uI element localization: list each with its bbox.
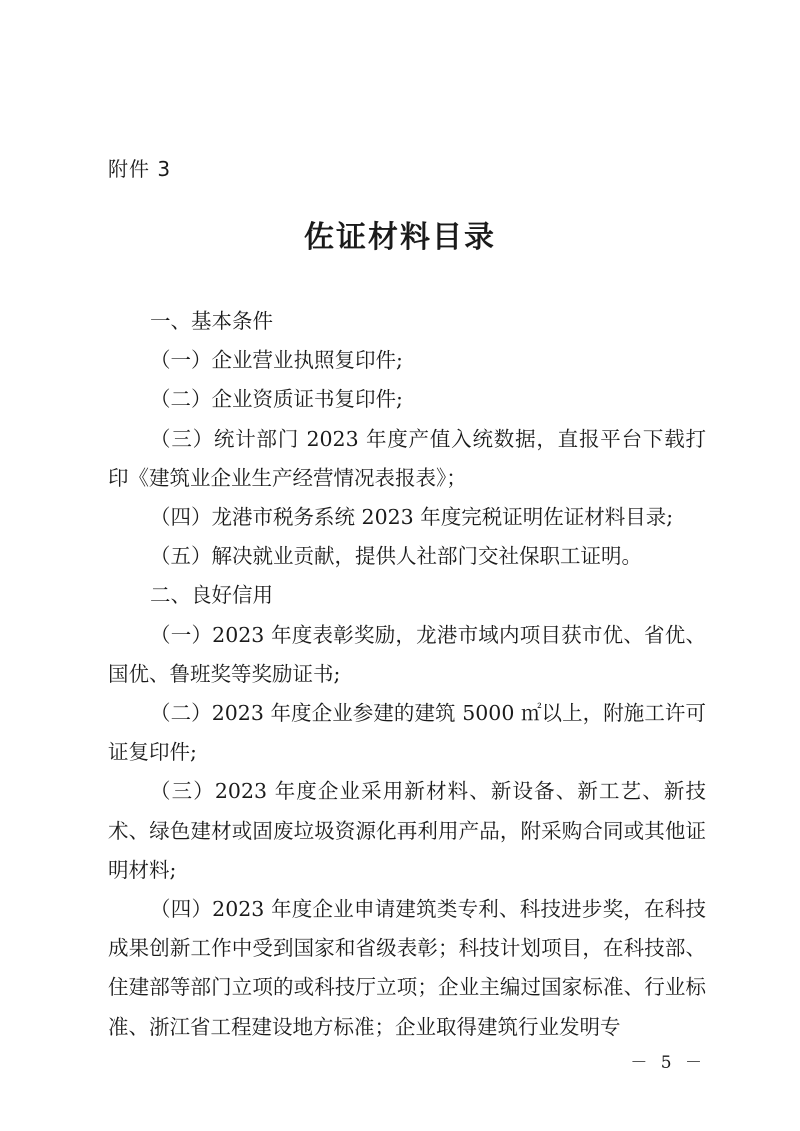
list-item: （三）2023 年度企业采用新材料、新设备、新工艺、新技术、绿色建材或固废垃圾资源化再利用产品，附采购合同或其他证明材料; — [108, 779, 706, 882]
list-item: （五）解决就业贡献，提供人社部门交社保职工证明。 — [150, 544, 643, 569]
list-item: （三）统计部门 2023 年度产值入统数据，直报平台下载打印《建筑业企业生产经营情况表报表》； — [108, 426, 706, 490]
section-heading: 二、良好信用 — [150, 583, 274, 608]
list-item: （一）企业营业执照复印件; — [150, 348, 403, 373]
list-item: （四）龙港市税务系统 2023 年度完税证明佐证材料目录; — [150, 505, 674, 530]
page-number: － 5 － — [630, 1053, 706, 1073]
list-item: （二）2023 年度企业参建的建筑 5000 ㎡以上，附施工许可证复印件; — [108, 701, 706, 765]
section-heading: 一、基本条件 — [150, 309, 274, 333]
list-item: （一）2023 年度表彰奖励，龙港市域内项目获市优、省优、国优、鲁班奖等奖励证书; — [108, 622, 706, 686]
document-title: 佐证材料目录 — [304, 220, 496, 255]
list-item: （二）企业资质证书复印件; — [150, 387, 403, 412]
document-body — [108, 302, 706, 1047]
list-item: （四）2023 年度企业申请建筑类专利、科技进步奖，在科技成果创新工作中受到国家和省级表彰；科技计划项目，在科技部、住建部等部门立项的或科技厅立项；企业主编过国家标准、行业标准、浙江省工程建设地方标准；企业取得建筑行业发明专 — [108, 897, 706, 1039]
attachment-label: 附件 3 — [108, 157, 172, 181]
